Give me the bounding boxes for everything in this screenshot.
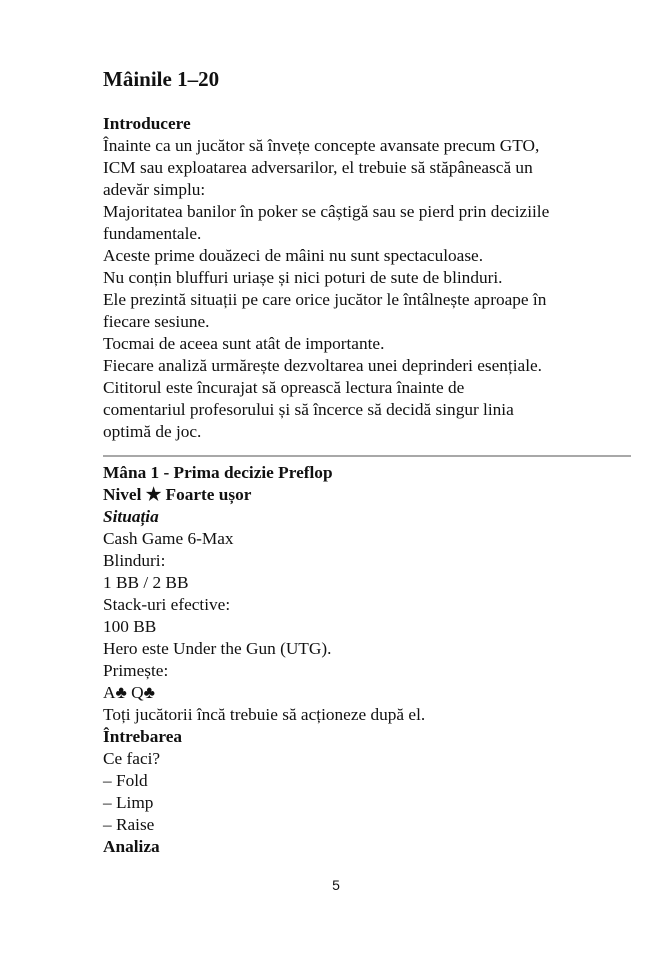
situation-line: Primește: — [103, 661, 169, 680]
intro-line: Aceste prime douăzeci de mâini nu sunt spectaculoase. — [103, 246, 484, 265]
question-heading: Întrebarea — [103, 727, 183, 746]
situation-line: 100 BB — [103, 617, 157, 636]
situation-line: 1 BB / 2 BB — [103, 573, 189, 592]
situation-line: Cash Game 6-Max — [103, 529, 234, 548]
option-limp: – Limp — [103, 793, 154, 812]
intro-line: Înainte ca un jucător să învețe concepte avansate precum GTO, — [103, 136, 540, 155]
intro-line: Cititorul este încurajat să oprească lectura înainte de — [103, 378, 465, 397]
intro-line: adevăr simplu: — [103, 180, 206, 199]
situation-line: Hero este Under the Gun (UTG). — [103, 639, 332, 658]
page-number: 5 — [332, 877, 340, 893]
situation-line: Blinduri: — [103, 551, 166, 570]
situation-line: Stack-uri efective: — [103, 595, 231, 614]
section-divider — [103, 455, 631, 457]
question-text: Ce faci? — [103, 749, 161, 768]
intro-line: Tocmai de aceea sunt atât de importante. — [103, 334, 385, 353]
intro-line: fundamentale. — [103, 224, 202, 243]
option-fold: – Fold — [103, 771, 148, 790]
chapter-title: Mâinile 1–20 — [103, 67, 220, 91]
hole-cards: A♣ Q♣ — [103, 683, 155, 702]
hand-section — [103, 462, 613, 858]
intro-line: optimă de joc. — [103, 422, 202, 441]
analysis-heading: Analiza — [103, 837, 160, 856]
difficulty-level: Nivel ★ Foarte ușor — [103, 485, 252, 504]
situation-line: Toți jucătorii încă trebuie să acționeze după el. — [103, 705, 426, 724]
intro-line: Ele prezintă situații pe care orice jucător le întâlnește aproape în — [103, 290, 547, 309]
intro-line: ICM sau exploatarea adversarilor, el trebuie să stăpânească un — [103, 158, 533, 177]
situation-heading: Situația — [103, 507, 159, 526]
intro-line: fiecare sesiune. — [103, 312, 210, 331]
intro-line: Fiecare analiză urmărește dezvoltarea unei deprinderi esențiale. — [103, 356, 542, 375]
introduction-section — [103, 113, 613, 443]
hand-title: Mâna 1 - Prima decizie Preflop — [103, 463, 333, 482]
intro-line: comentariul profesorului și să încerce să decidă singur linia — [103, 400, 514, 419]
introduction-heading: Introducere — [103, 114, 191, 133]
option-raise: – Raise — [103, 815, 155, 834]
intro-line: Majoritatea banilor în poker se câștigă sau se pierd prin deciziile — [103, 202, 550, 221]
intro-line: Nu conțin bluffuri uriașe și nici poturi de sute de blinduri. — [103, 268, 503, 287]
